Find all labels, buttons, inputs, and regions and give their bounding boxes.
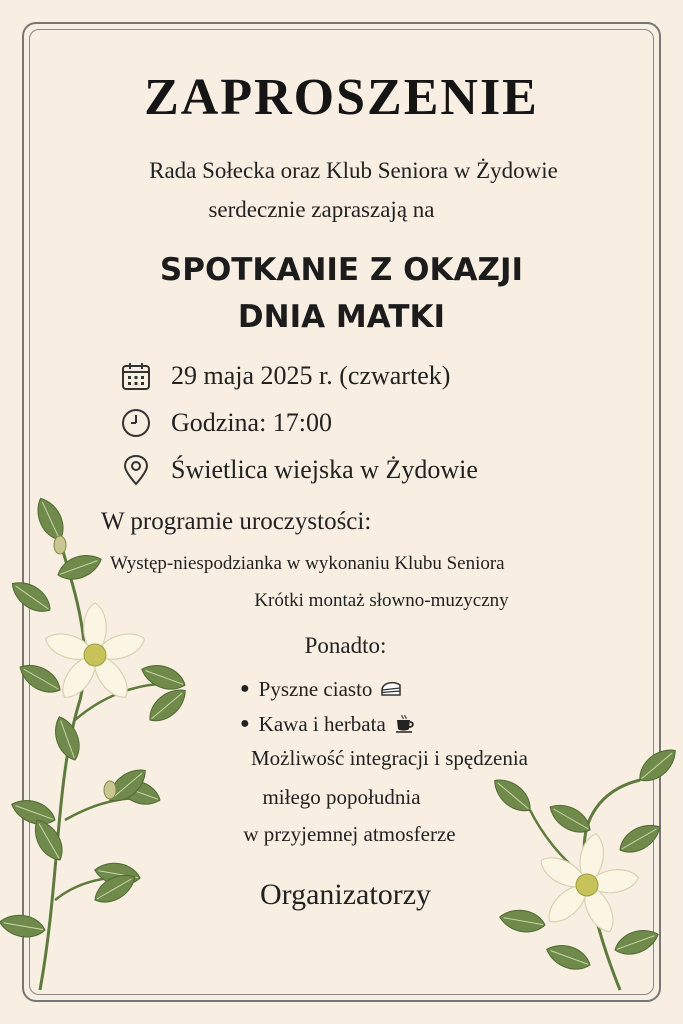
coffee-cup-icon [394,714,416,734]
signature: Organizatorzy [259,878,432,911]
extras-heading: Ponadto: [304,633,387,658]
event-title-line-1: SPOTKANIE Z OKAZJI [159,252,524,288]
intro-line-2: serdecznie zapraszają na [208,197,435,222]
clock-icon [120,407,152,439]
extras-bullet-cake [240,674,402,704]
event-time: Godzina: 17:00 [171,408,333,437]
intro-line-1: Rada Sołecka oraz Klub Seniora w Żydowie [149,158,558,183]
program-item-1: Występ-niespodzianka w wykonaniu Klubu Seniora [110,553,505,574]
date-row [120,356,450,396]
extras-line-1: Możliwość integracji i spędzenia [251,746,528,770]
extras-line-2: miłego popołudnia [262,785,421,809]
calendar-icon [120,360,152,392]
bullet-dot-icon: ● [240,680,250,697]
event-place: Świetlica wiejska w Żydowie [171,455,478,484]
time-row [120,403,332,443]
location-pin-icon [120,454,152,486]
program-heading: W programie uroczystości: [101,508,372,535]
bullet-dot-icon: ● [240,715,250,732]
cake-icon [380,679,402,699]
extras-bullet-coffee [240,709,416,739]
place-row [120,450,478,490]
event-title-line-2: DNIA MATKI [237,299,446,335]
invitation-title: ZAPROSZENIE [144,69,539,126]
event-date: 29 maja 2025 r. (czwartek) [171,361,451,390]
bullet-cake-label: Pyszne ciasto [258,676,373,701]
program-item-2: Krótki montaż słowno-muzyczny [254,590,509,611]
extras-line-3: w przyjemnej atmosferze [243,822,456,846]
bullet-coffee-label: Kawa i herbata [258,711,386,736]
